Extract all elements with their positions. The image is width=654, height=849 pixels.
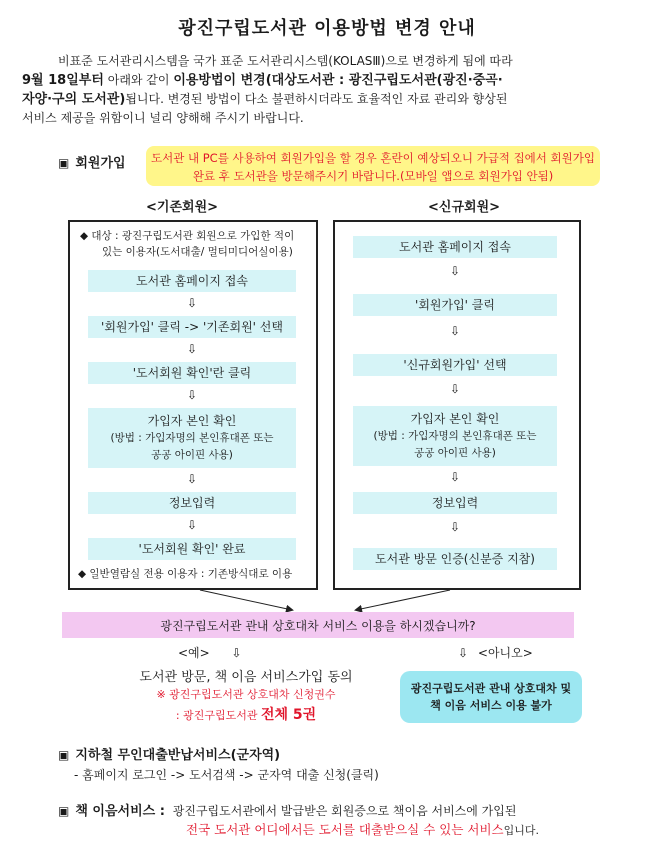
no-result-line-1: 광진구립도서관 관내 상호대차 및: [410, 682, 572, 695]
yes-note-2-count: 전체 5권: [260, 707, 317, 723]
interlibrary-question: 광진구립도서관 관내 상호대차 서비스 이용을 하시겠습니까?: [62, 612, 574, 638]
new-step-signup-click: '회원가입' 클릭: [353, 294, 557, 316]
new-step-select-new: '신규회원가입' 선택: [353, 354, 557, 376]
down-arrow-icon: ⇩: [186, 342, 198, 356]
existing-target-line-1: ◆ 대상 : 광진구립도서관 회원으로 가입한 적이: [80, 230, 295, 242]
new-member-heading: <신규회원>: [428, 200, 501, 215]
bookium-heading-text: 책 이음서비스 :: [75, 804, 165, 819]
existing-verify-detail-1: (방법 : 가입자명의 본인휴대폰 또는: [110, 431, 274, 444]
square-bullet-icon: ▣: [58, 748, 70, 762]
intro-date: 9월 18일부터: [22, 73, 104, 88]
existing-target-line-2: 있는 이용자(도서대출/ 멀티미디어실이용): [102, 246, 293, 258]
arrow-right-converge: [356, 590, 450, 610]
bookium-detail: 광진구립도서관에서 발급받은 회원증으로 책이음 서비스에 가입된: [172, 804, 517, 818]
down-arrow-icon: ⇩: [449, 264, 461, 278]
new-step-visit-verify: 도서관 방문 인증(신분증 지참): [353, 548, 557, 570]
existing-step-complete: '도서회원 확인' 완료: [88, 538, 296, 560]
notice-line-1: 도서관 내 PC를 사용하여 회원가입을 할 경우 혼란이 예상되오니 가급적 집에서 회원가입: [151, 151, 595, 165]
intro-mid-text: 아래와 같이: [103, 73, 174, 87]
intro-line-4: 서비스 제공을 위함이니 널리 양해해 주시기 바랍니다.: [22, 111, 304, 125]
intro-line-3-rest: 됩니다. 변경된 방법이 다소 불편하시더라도 효율적인 자료 관리와 향상된: [125, 92, 508, 106]
new-verify-detail-1: (방법 : 가입자명의 본인휴대폰 또는: [373, 429, 537, 442]
existing-verify-title: 가입자 본인 확인: [147, 413, 237, 428]
existing-footnote: ◆ 일반열람실 전용 이용자 : 기존방식대로 이용: [78, 568, 293, 580]
existing-member-heading: <기존회원>: [146, 200, 219, 215]
intro-target-libs: 자양·구의 도서관): [22, 92, 126, 107]
yes-note-2-prefix: : 광진구립도서관: [175, 709, 261, 722]
yes-note-2: [96, 704, 396, 724]
notice-line-2: 완료 후 도서관을 방문해주시기 바랍니다.(모바일 앱으로 회원가입 안됨): [192, 169, 554, 183]
down-arrow-icon: ⇩: [449, 470, 461, 484]
no-branch-label: [458, 644, 533, 661]
existing-step-info: 정보입력: [88, 492, 296, 514]
intro-line-1: 비표준 도서관리시스템을 국가 표준 도서관리시스템(KOLASⅢ)으로 변경하게 됨에 따라: [58, 54, 513, 68]
down-arrow-icon: ⇩: [186, 296, 198, 310]
yes-result: 도서관 방문, 책 이음 서비스가입 동의: [139, 670, 353, 685]
down-arrow-icon: ⇩: [449, 520, 461, 534]
new-verify-detail-2: 공공 아이핀 사용): [414, 446, 496, 459]
bookium-section: [58, 800, 516, 819]
arrow-left-converge: [200, 590, 292, 610]
square-bullet-icon: ▣: [58, 156, 70, 170]
signup-heading-text: 회원가입: [75, 156, 126, 171]
no-result-box: [400, 671, 582, 723]
yes-branch-label: [178, 644, 242, 661]
down-arrow-icon: ⇩: [186, 518, 198, 532]
existing-step-homepage: 도서관 홈페이지 접속: [88, 270, 296, 292]
yes-note-1: ※ 광진구립도서관 상호대차 신청권수: [156, 688, 336, 701]
existing-verify-detail-2: 공공 아이핀 사용): [151, 448, 233, 461]
bookium-end-text: 입니다.: [503, 824, 539, 837]
subway-heading: [58, 744, 280, 763]
page-title: 광진구립도서관 이용방법 변경 안내: [178, 18, 476, 39]
square-bullet-icon: ▣: [58, 804, 70, 818]
bookium-red-text: 전국 도서관 어디에서든 도서를 대출받으실 수 있는 서비스: [186, 822, 504, 837]
subway-heading-text: 지하철 무인대출반납서비스(군자역): [75, 748, 281, 763]
down-arrow-icon: ⇩: [231, 646, 242, 660]
new-step-homepage: 도서관 홈페이지 접속: [353, 236, 557, 258]
existing-step-signup-click: '회원가입' 클릭 -> '기존회원' 선택: [88, 316, 296, 338]
down-arrow-icon: ⇩: [458, 646, 469, 660]
down-arrow-icon: ⇩: [449, 382, 461, 396]
yes-label: <예>: [178, 646, 210, 660]
no-label: <아니오>: [477, 646, 533, 660]
intro-change-text: 이용방법이 변경(대상도서관 : 광진구립도서관(광진·중곡·: [173, 73, 503, 88]
existing-step-confirm-click: '도서회원 확인'란 클릭: [88, 362, 296, 384]
down-arrow-icon: ⇩: [186, 472, 198, 486]
no-result-line-2: 책 이음 서비스 이용 불가: [430, 699, 552, 712]
new-step-info: 정보입력: [353, 492, 557, 514]
down-arrow-icon: ⇩: [449, 324, 461, 338]
new-verify-title: 가입자 본인 확인: [410, 411, 500, 426]
subway-detail: - 홈페이지 로그인 -> 도서검색 -> 군자역 대출 신청(클릭): [74, 768, 379, 782]
bookium-detail-line-2: [186, 820, 539, 838]
down-arrow-icon: ⇩: [186, 388, 198, 402]
